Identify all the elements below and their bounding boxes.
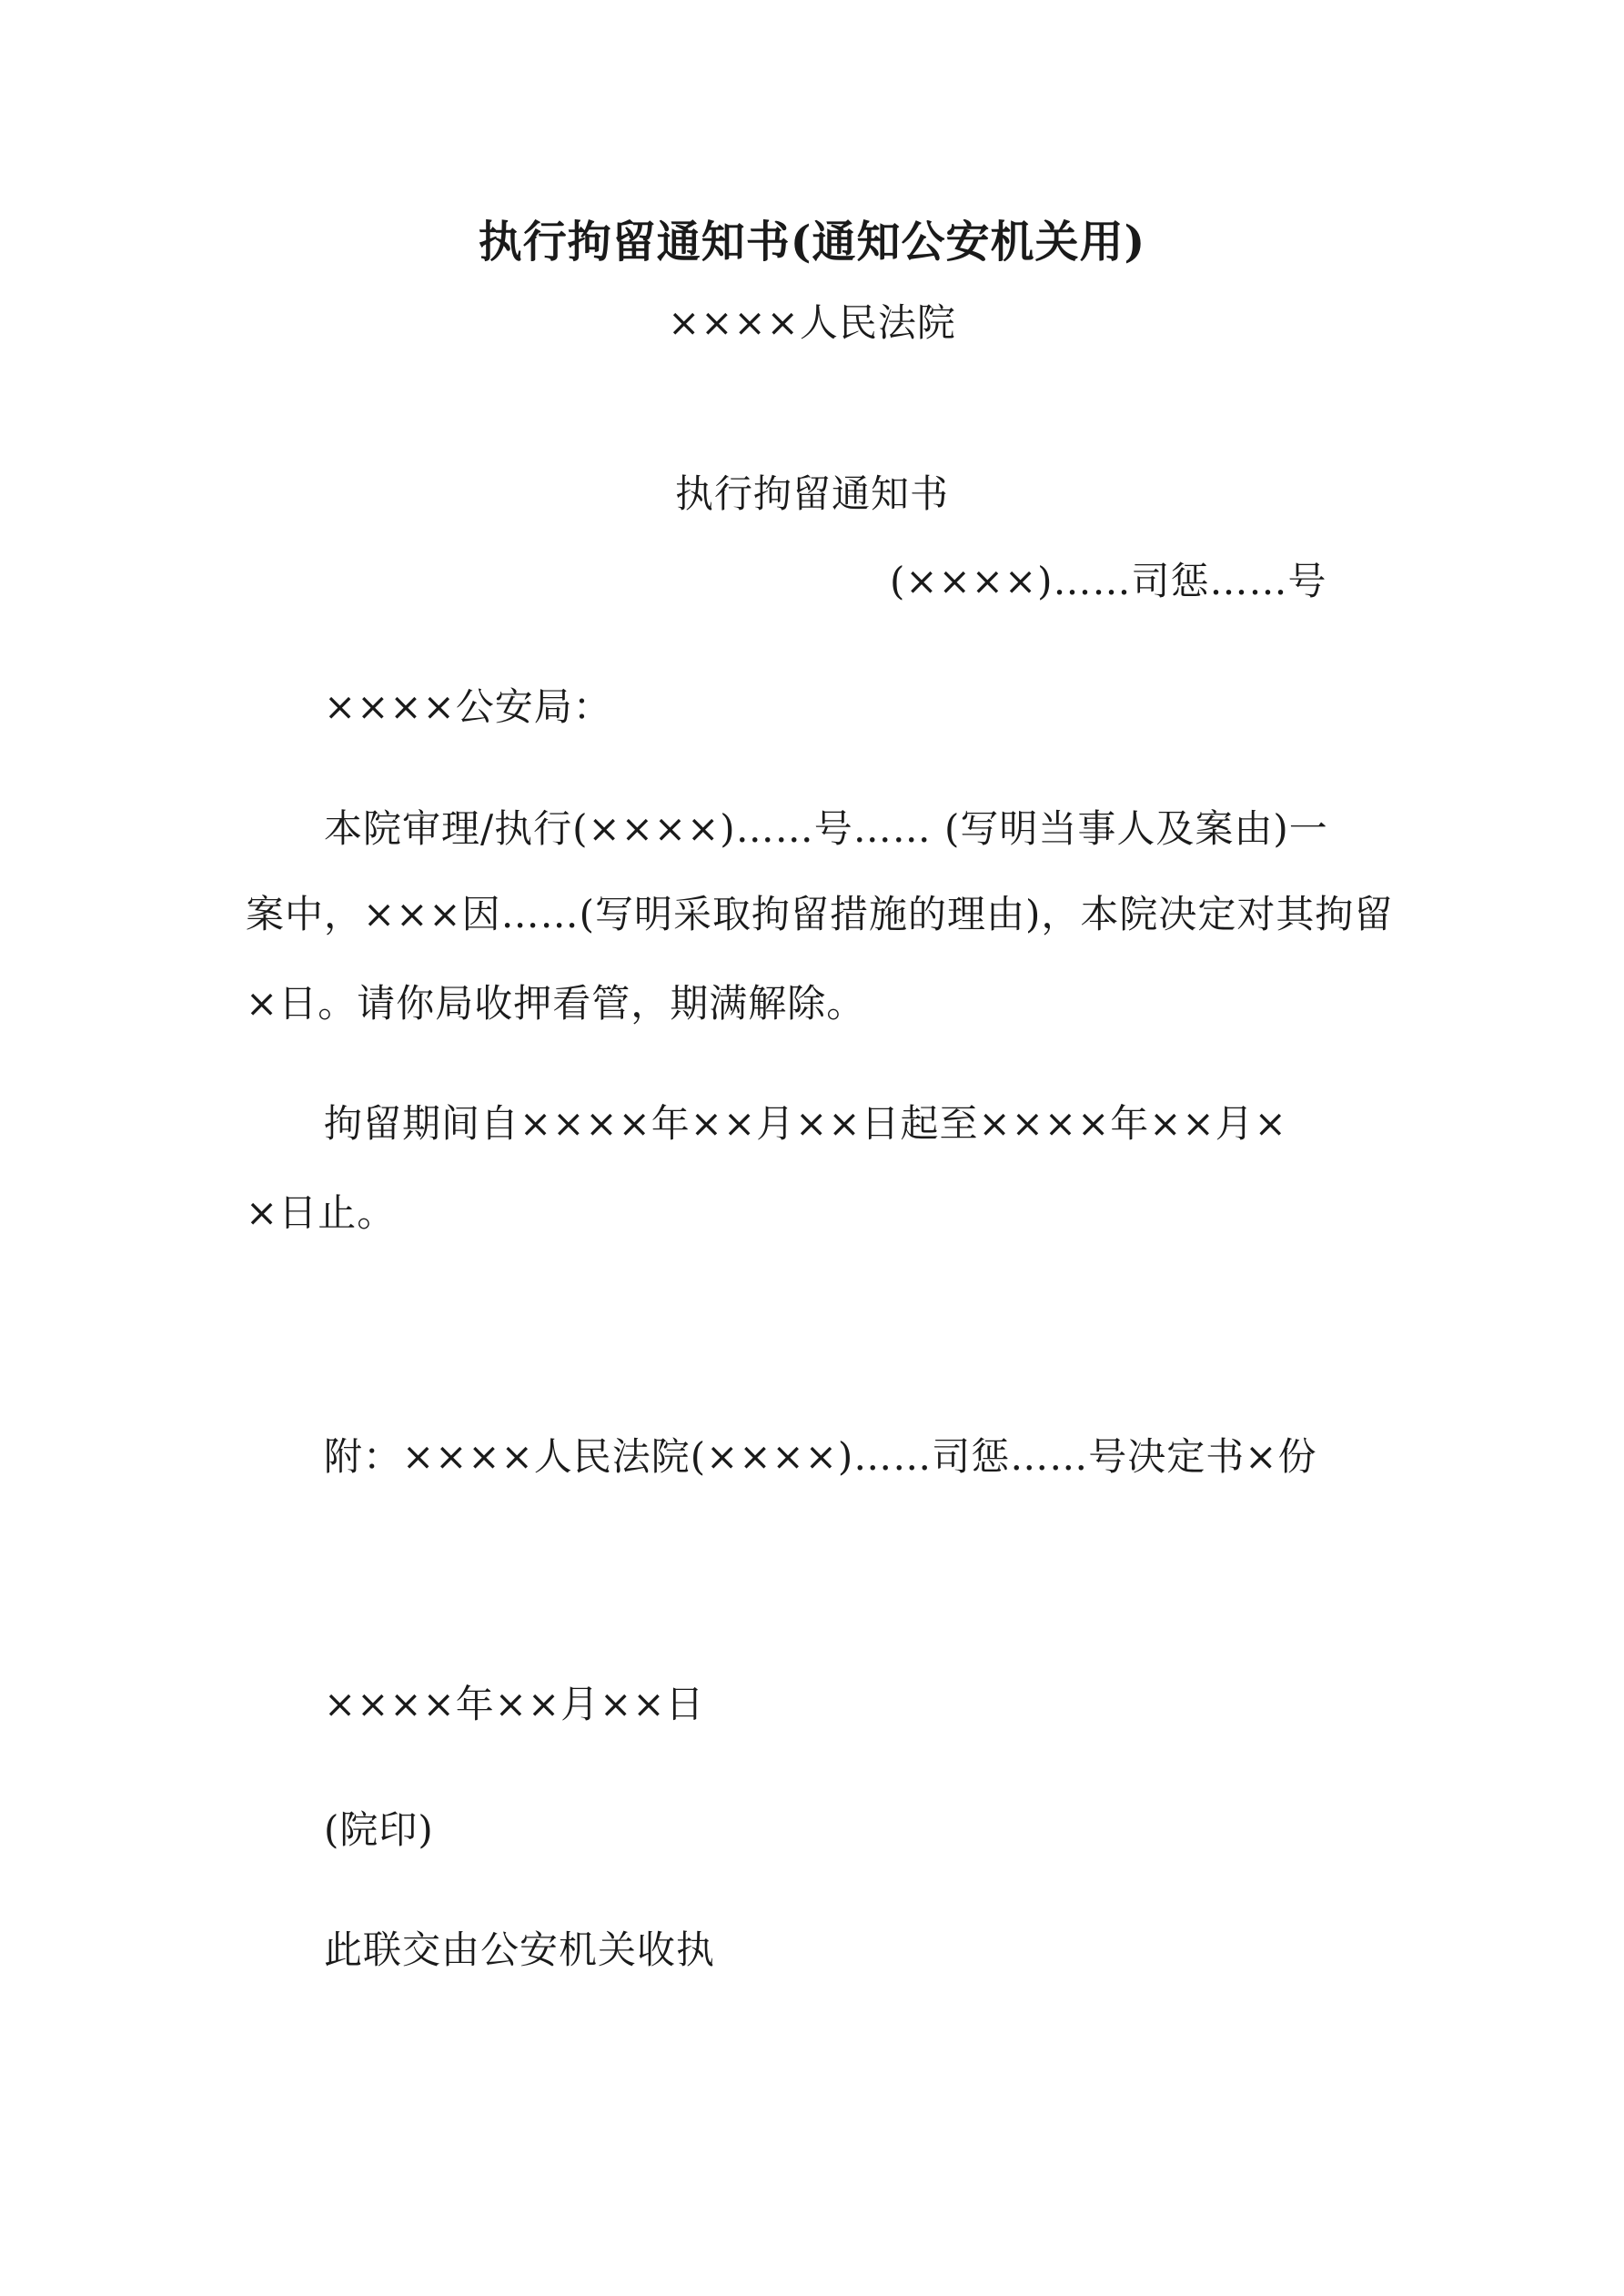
paragraph1-line1: 本院审理/执行(××××)……号…… (写明当事人及案由)一: [324, 806, 1328, 851]
paragraph1-line2: 案中，×××因……(写明采取拘留措施的理由)，本院决定对其拘留: [246, 892, 1394, 936]
paragraph2-line1: 拘留期间自××××年××月××日起至××××年××月×: [324, 1101, 1287, 1146]
document-subtitle: 执行拘留通知书: [674, 471, 949, 516]
document-title: 执行拘留通知书(通知公安机关用): [478, 217, 1146, 268]
court-name: ××××人民法院: [668, 300, 956, 345]
paragraph1-line3: ×日。请你局收押看管，期满解除。: [246, 981, 866, 1026]
paragraph2-line2: ×日止。: [246, 1190, 397, 1235]
issue-date: ××××年××月××日: [324, 1682, 705, 1726]
addressee: ××××公安局：: [324, 684, 612, 729]
copy-note: 此联交由公安机关收执: [324, 1927, 716, 1972]
document-number: (××××)……司惩……号: [890, 559, 1327, 603]
court-seal-label: (院印): [324, 1807, 434, 1852]
attachment-line: 附：××××人民法院(××××)……司惩……号决定书×份: [324, 1434, 1317, 1479]
